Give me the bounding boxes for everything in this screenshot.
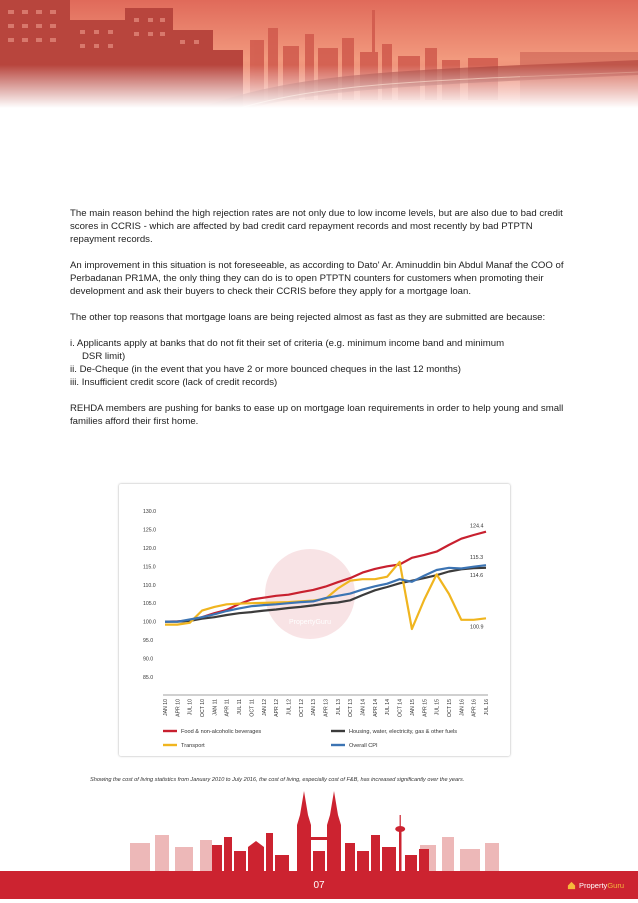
x-tick-label: JAN 16: [459, 699, 466, 717]
chart-caption: Showing the cost of living statistics from January 2010 to July 2016, the cost of living, especially cost of F&B, has increased significantly over the years.: [90, 777, 465, 783]
page-number: 07: [313, 880, 325, 891]
end-value-label: 115.3: [470, 555, 484, 562]
x-tick-label: JAN 13: [311, 699, 318, 717]
x-tick-label: JUL 13: [335, 699, 342, 716]
x-tick-label: APR 15: [422, 699, 429, 717]
x-tick-label: JUL 12: [286, 699, 293, 716]
paragraph: REHDA members are pushing for banks to ease up on mortgage loan requirements in order to help young and small families afford their first home.: [70, 403, 564, 427]
x-tick-label: APR 13: [323, 699, 330, 717]
y-tick-label: 130.0: [143, 509, 156, 515]
y-tick-label: 125.0: [143, 527, 156, 534]
x-tick-label: JUL 10: [187, 699, 194, 716]
x-tick-label: JUL 14: [385, 699, 392, 716]
x-tick-label: OCT 13: [348, 699, 355, 718]
reasons-list: [70, 337, 576, 389]
paragraph: The main reason behind the high rejection rates are not only due to low income levels, but are also due to bad credit scores in CCRIS - which are affected by bad credit card repayment records and most recently by bad PTPTN repayment records.: [70, 208, 563, 245]
x-tick-label: APR 12: [274, 699, 281, 717]
y-tick-label: 115.0: [143, 564, 156, 571]
legend-label: Transport: [181, 743, 205, 749]
x-tick-label: APR 14: [372, 699, 379, 717]
paragraph: The other top reasons that mortgage loans are being rejected almost as fast as they are submitted are because:: [70, 312, 546, 323]
hero-city-photo: [0, 0, 638, 108]
y-tick-label: 105.0: [143, 601, 156, 608]
x-tick-label: APR 11: [224, 699, 231, 717]
y-tick-label: 120.0: [143, 545, 156, 552]
x-tick-label: OCT 10: [200, 699, 207, 718]
legend-label: Overall CPI: [349, 743, 378, 749]
list-item: ii. De-Cheque (in the event that you have 2 or more bounced cheques in the last 12 months): [70, 364, 461, 375]
x-tick-label: JAN 11: [212, 699, 219, 716]
y-tick-label: 95.0: [143, 638, 154, 645]
x-tick-label: JAN 14: [360, 699, 367, 717]
x-tick-label: APR 16: [471, 699, 478, 717]
y-tick-label: 100.0: [143, 619, 156, 626]
x-tick-label: OCT 11: [249, 699, 256, 717]
x-tick-label: OCT 14: [397, 699, 404, 718]
skyline-illustration: [0, 785, 638, 875]
end-value-label: 124.4: [470, 523, 484, 530]
legend-label: Housing, water, electricity, gas & other fuels: [349, 729, 458, 735]
end-value-label: 114.6: [470, 572, 484, 579]
x-tick-label: JAN 15: [409, 699, 416, 717]
legend-label: Food & non-alcoholic beverages: [181, 729, 262, 735]
x-tick-label: JUL 15: [434, 699, 441, 716]
propertyguru-logo: [567, 881, 624, 890]
end-value-label: 100.9: [470, 624, 484, 631]
cost-of-living-chart-card: [119, 484, 510, 756]
logo-text-guru: Guru: [607, 881, 624, 890]
paragraph: An improvement in this situation is not foreseeable, as according to Dato' Ar. Aminuddin bin Abdul Manaf the COO of Perbadanan PR1MA, the only thing they can do is to open PTPTN counters for customers when promoting their development and ask their buyers to check their CCRIS before they apply for a mortgage loan.: [70, 260, 564, 297]
x-tick-label: APR 10: [175, 699, 182, 717]
list-item: iii. Insufficient credit score (lack of credit records): [70, 377, 278, 388]
article-body: [70, 207, 576, 441]
y-tick-label: 85.0: [143, 675, 154, 681]
x-tick-label: JAN 12: [261, 699, 268, 717]
watermark-text: PropertyGuru: [288, 619, 332, 626]
cost-of-living-chart: [119, 484, 510, 756]
logo-text-property: Property: [578, 881, 608, 890]
x-tick-label: JUL 11: [237, 699, 244, 715]
y-tick-label: 110.0: [143, 582, 156, 589]
x-tick-label: OCT 15: [446, 699, 453, 718]
footer-bar: [0, 874, 638, 899]
house-icon: [567, 881, 576, 890]
list-item-continuation: DSR limit): [82, 351, 126, 362]
x-tick-label: JUL 16: [484, 699, 490, 716]
watermark-logo: [265, 549, 355, 639]
x-tick-label: JAN 10: [163, 699, 169, 717]
y-tick-label: 90.0: [143, 656, 154, 663]
list-item: i. Applicants apply at banks that do not fit their set of criteria (e.g. minimum income band and minimum: [70, 338, 505, 349]
x-tick-label: OCT 12: [298, 699, 305, 718]
